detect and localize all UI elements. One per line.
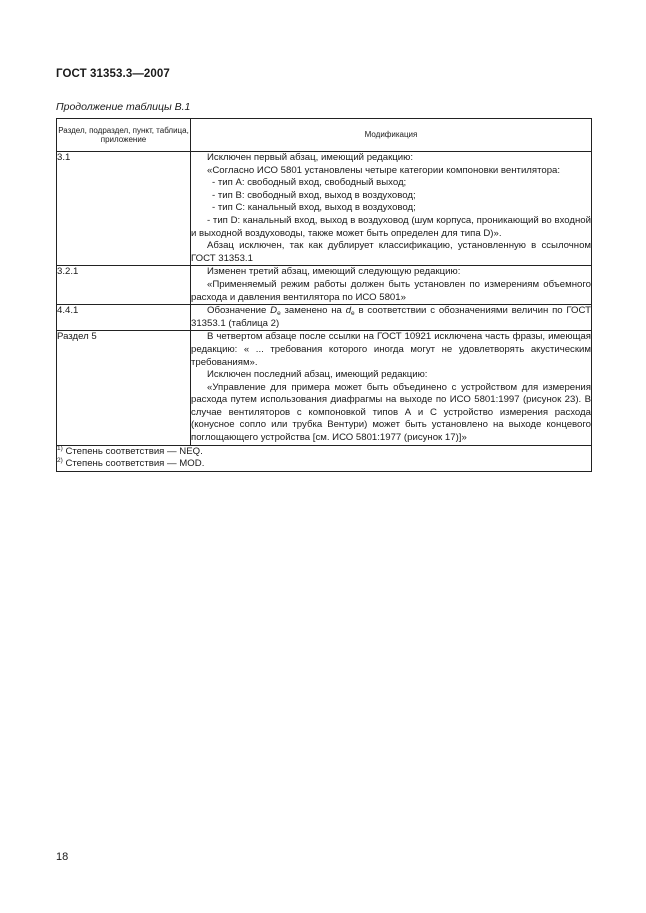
paragraph: Исключен последний абзац, имеющий редакцию: bbox=[207, 369, 428, 381]
paragraph: Изменен третий абзац, имеющий следующую редакцию: bbox=[207, 266, 461, 278]
column-header-modification: Модификация bbox=[191, 119, 592, 152]
paragraph: «Согласно ИСО 5801 установлены четыре категории компоновки вентилятора: bbox=[207, 164, 561, 176]
list-item: - тип В: свободный вход, выход в воздуховод; bbox=[212, 189, 416, 201]
row-modification-text bbox=[191, 266, 592, 305]
table-row bbox=[57, 152, 592, 266]
document-title: ГОСТ 31353.3—2007 bbox=[56, 68, 170, 80]
list-item: - тип С: канальный вход, выход в воздуховод; bbox=[212, 202, 416, 214]
footnote bbox=[57, 446, 591, 459]
symbol-d-upper: D bbox=[270, 305, 278, 317]
footnote-mark: 2) bbox=[57, 457, 63, 465]
text-fragment: в соответствии с обозначениями величин по ГОСТ 31353.1 (таблица 2) bbox=[191, 305, 591, 329]
row-section-label: 4.4.1 bbox=[57, 305, 191, 331]
paragraph bbox=[191, 305, 591, 330]
table-caption: Продолжение таблицы В.1 bbox=[56, 101, 191, 113]
symbol-d-lower: d bbox=[345, 305, 352, 317]
modifications-table bbox=[56, 118, 592, 472]
row-modification-text bbox=[191, 152, 592, 266]
list-item: - тип А: свободный вход, свободный выход; bbox=[212, 177, 407, 189]
table-row bbox=[57, 305, 592, 331]
paragraph: «Управление для примера может быть объединено с устройством для измерения расхода путем использования диафрагмы на выходе по ИСО 5801:1997 (рисунок 23). В случае вентиляторов с компоновкой типов А и С устройство измерения расхода (конусное сопло или трубка Вентури) может быть установлено на выходе концевого поглощающего устройства [см. ИСО 5801:1977 (рисунок 17)]» bbox=[191, 381, 591, 444]
text-fragment: Обозначение bbox=[207, 305, 271, 317]
paragraph: «Применяемый режим работы должен быть установлен по измерениям объемного расхода и давления вентилятора по ИСО 5801» bbox=[191, 278, 591, 303]
row-modification-text bbox=[191, 305, 592, 331]
subscript-e: e bbox=[277, 310, 281, 318]
footnote-text: Степень соответствия — MOD. bbox=[62, 458, 205, 470]
column-header-section: Раздел, подраздел, пункт, таблица, приложение bbox=[57, 119, 191, 152]
list-item: - тип D: канальный вход, выход в воздуховод (шум корпуса, проникающий во входной и выходной воздуховоды, также может быть определен для типа D)». bbox=[191, 214, 591, 239]
footnotes-row bbox=[57, 445, 592, 471]
subscript-e: e bbox=[351, 310, 355, 318]
table-row bbox=[57, 331, 592, 445]
footnote-mark: 1) bbox=[57, 444, 63, 452]
row-section-label: Раздел 5 bbox=[57, 331, 191, 445]
paragraph: В четвертом абзаце после ссылки на ГОСТ 10921 исключена часть фразы, имеющая редакцию: « ... требования которого иногда могут не удовлетворять акустическим требованиям». bbox=[191, 331, 591, 368]
footnotes bbox=[57, 445, 592, 471]
footnote bbox=[57, 458, 591, 471]
paragraph: Абзац исключен, так как дублирует классификацию, установленную в ссылочном ГОСТ 31353.1 bbox=[191, 240, 591, 264]
table-header-row bbox=[57, 119, 592, 152]
row-section-label: 3.1 bbox=[57, 152, 191, 266]
row-modification-text bbox=[191, 331, 592, 445]
page-number: 18 bbox=[56, 851, 69, 863]
footnote-text: Степень соответствия — NEQ. bbox=[62, 445, 203, 457]
table-row bbox=[57, 266, 592, 305]
paragraph: Исключен первый абзац, имеющий редакцию: bbox=[207, 152, 414, 163]
text-fragment: заменено на bbox=[280, 305, 346, 317]
row-section-label: 3.2.1 bbox=[57, 266, 191, 305]
